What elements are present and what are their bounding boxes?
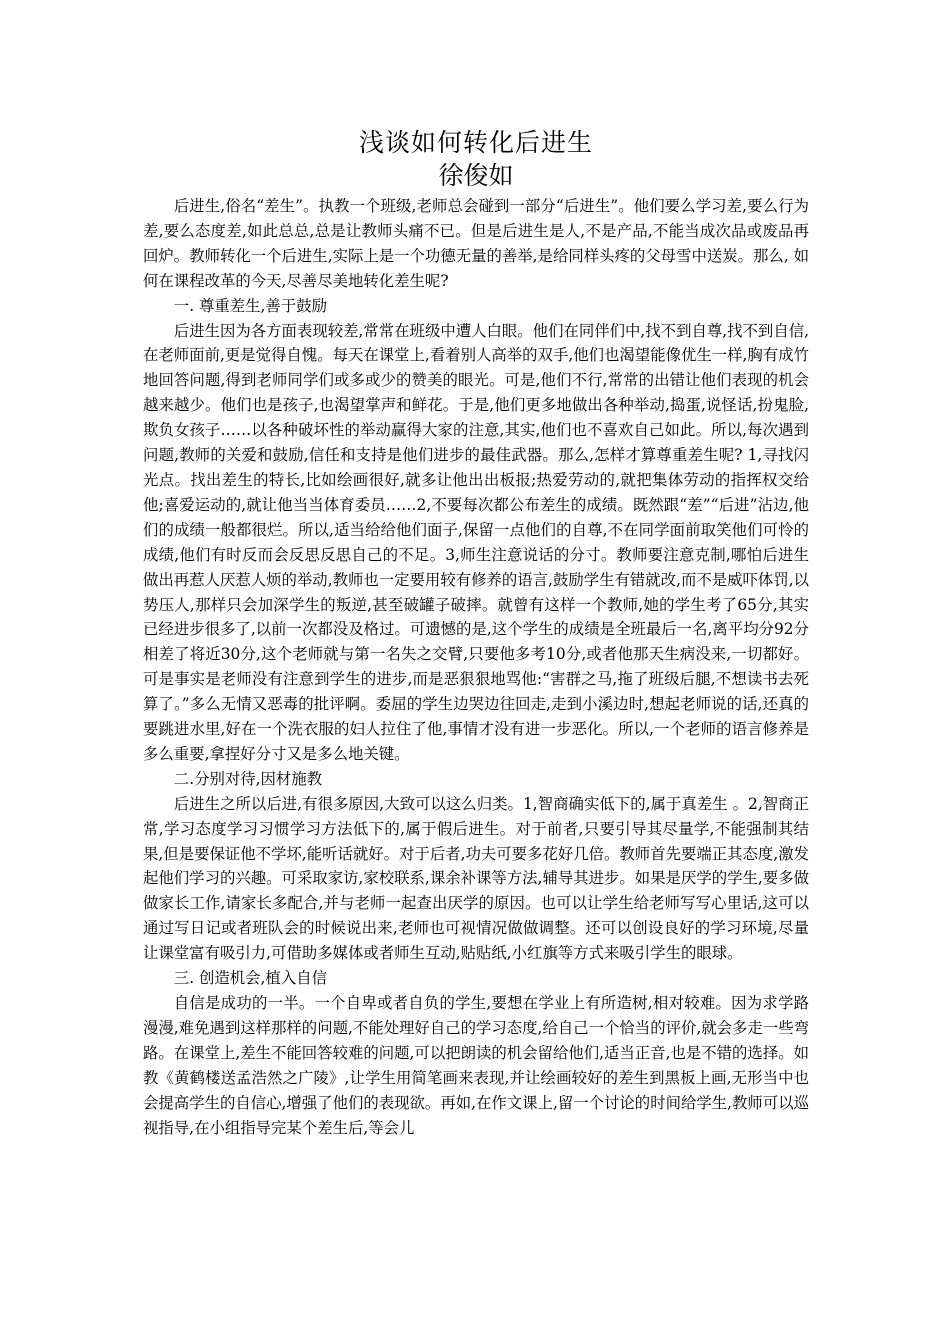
section-heading-1: 一. 尊重差生,善于鼓励 — [173, 296, 327, 315]
section-body-1: 后进生因为各方面表现较差,常常在班级中遭人白眼。他们在同伴们中,找不到自尊,找不到自信,在老师面前,更是觉得自愧。每天在课堂上,看着别人高举的双手,他们也渴望能像优生一样,胸有成竹地回答问题,得到老师同学们或多或少的赞美的眼光。可是,他们不行,常常的出错让他们表现的机会越来越少。他们也是孩子,也渴望掌声和鲜花。于是,他们更多地做出各种举动,捣蛋,说怪话,扮鬼脸,欺负女孩子……以各种破坏性的举动赢得大家的注意,其实,他们也不喜欢自己如此。所以,每次遇到问题,教师的关爱和鼓励,信任和支持是他们进步的最佳武器。那么,怎样才算尊重差生呢? 1,寻找闪光点。找出差生的特长,比如绘画很好,就多让他出出板报;热爱劳动的,就把集体劳动的指挥权交给他;喜爱运动的,就让他当当体育委员……2,不要每次都公布差生的成绩。既然跟“差”“后进”沾边,他们的成绩一般都很烂。所以,适当给给他们面子,保留一点他们的自尊,不在同学面前取笑他们可怜的成绩,他们有时反而会反思反思自己的不足。3,师生注意说话的分寸。教师要注意克制,哪怕后进生做出再惹人厌惹人烦的举动,教师也一定要用较有修养的语言,鼓励学生有错就改,而不是威吓体罚,以势压人,那样只会加深学生的叛逆,甚至破罐子破摔。就曾有这样一个教师,她的学生考了65分,其实已经进步很多了,以前一次都没及格过。可遗憾的是,这个学生的成绩是全班最后一名,离平均分92分相差了将近30分,这个老师就与第一名失之交臂,只要他多考10分,或者他那天生病没来,一切都好。可是事实是老师没有注意到学生的进步,而是恶狠狠地骂他:“害群之马,拖了班级后腿,不想读书去死算了。”多么无情又恶毒的批评啊。委屈的学生边哭边往回走,走到小溪边时,想起老师说的话,还真的要跳进水里,好在一个洗衣服的妇人拉住了他,事情才没有进一步恶化。所以,一个老师的语言修养是多么重要,拿捏好分寸又是多么地关键。 — [143, 321, 809, 763]
document-page — [143, 126, 809, 1140]
section-heading-3: 三. 创造机会,植入自信 — [173, 969, 327, 988]
document-author: 徐俊如 — [438, 161, 514, 190]
document-title: 浅谈如何转化后进生 — [358, 128, 593, 157]
section-body-3: 自信是成功的一半。一个自卑或者自负的学生,要想在学业上有所造树,相对较难。因为求学路漫漫,难免遇到这样那样的问题,不能处理好自己的学习态度,给自己一个恰当的评价,就会多走一些弯路。在课堂上,差生不能回答较难的问题,可以把朗读的机会留给他们,适当正音,也是不错的选择。如教《黄鹤楼送孟浩然之广陵》,让学生用简笔画来表现,并让绘画较好的差生到黑板上画,无形当中也会提高学生的自信心,增强了他们的表现欲。再如,在作文课上,留一个讨论的时间给学生,教师可以巡视指导,在小组指导完某个差生后,等会儿 — [143, 994, 809, 1137]
intro-paragraph: 后进生,俗名“差生”。执教一个班级,老师总会碰到一部分“后进生”。他们要么学习差,要么行为差,要么态度差,如此总总,总是让教师头痛不已。但是后进生是人,不是产品,不能当成次品或废品再回炉。教师转化一个后进生,实际上是一个功德无量的善举,是给同样头疼的父母雪中送炭。那么, 如何在课程改革的今天,尽善尽美地转化差生呢? — [143, 197, 809, 290]
section-heading-2: 二.分别对待,因材施教 — [173, 769, 323, 788]
section-body-2: 后进生之所以后进,有很多原因,大致可以这么归类。1,智商确实低下的,属于真差生 。2,智商正常,学习态度学习习惯学习方法低下的,属于假后进生。对于前者,只要引导其尽量学,不能强制其结果,但是要保证他不学坏,能听话就好。对于后者,功夫可要多花好几倍。教师首先要端正其态度,激发起他们学习的兴趣。可采取家访,家校联系,课余补课等方法,辅导其进步。如果是厌学的学生,要多做做家长工作,请家长多配合,并与老师一起查出厌学的原因。也可以让学生给老师写写心里话,这可以通过写日记或者班队会的时候说出来,老师也可视情况做做调整。还可以创设良好的学习环境,尽量让课堂富有吸引力,可借助多媒体或者师生互动,贴贴纸,小红旗等方式来吸引学生的眼球。 — [143, 794, 809, 963]
